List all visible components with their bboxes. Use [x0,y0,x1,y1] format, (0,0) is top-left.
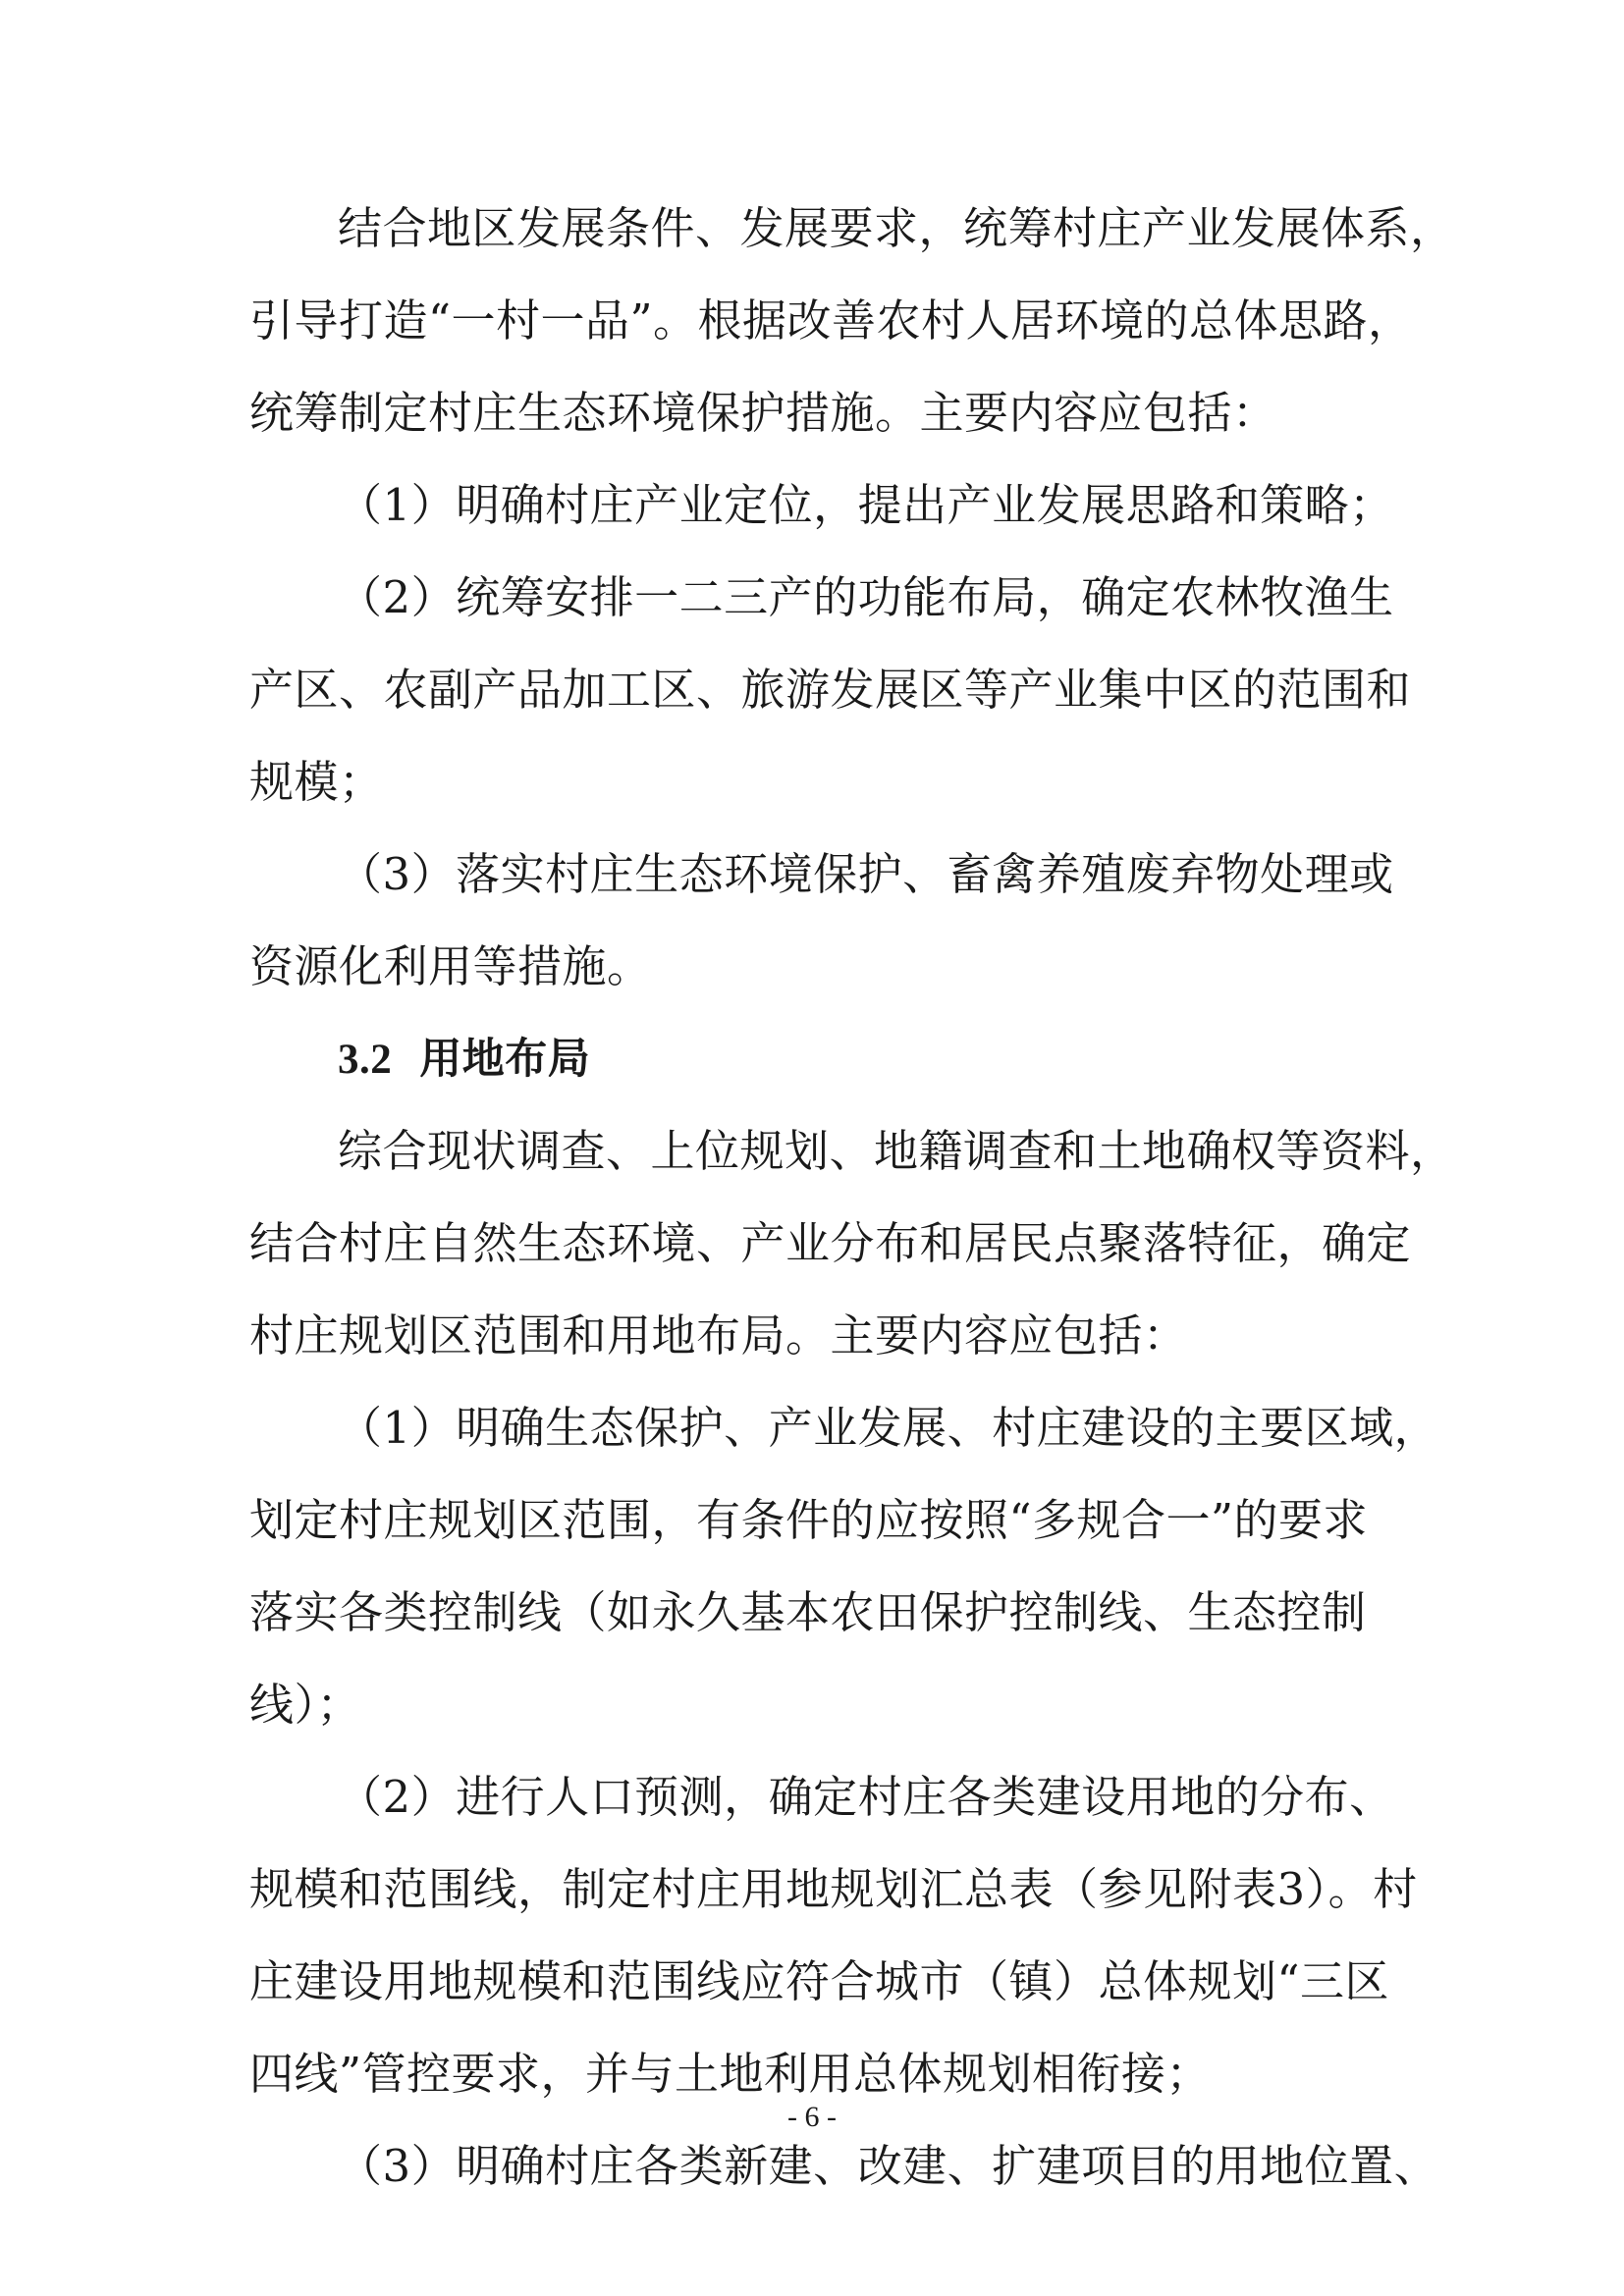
paragraph-line: （3）落实村庄生态环境保护、畜禽养殖废弃物处理或 [338,848,1394,900]
paragraph-line: 统筹制定村庄生态环境保护措施。主要内容应包括： [249,387,1277,439]
paragraph-line: 引导打造“一村一品”。根据改善农村人居环境的总体思路， [249,294,1413,347]
section-heading [338,1030,590,1090]
paragraph-line: 四线”管控要求，并与土地利用总体规划相衔接； [249,2048,1212,2100]
paragraph-line: 规模； [249,756,384,808]
paragraph-line: （2）进行人口预测，确定村庄各类建设用地的分布、 [338,1771,1394,1823]
page-number: - 6 - [787,2101,837,2133]
section-title: 用地布局 [419,1035,591,1084]
paragraph-line: 规模和范围线，制定村庄用地规划汇总表（参见附表3）。村 [249,1863,1418,1915]
paragraph-line: （3）明确村庄各类新建、改建、扩建项目的用地位置、 [338,2140,1439,2192]
paragraph-line: 结合地区发展条件、发展要求，统筹村庄产业发展体系， [338,202,1455,254]
paragraph-line: 结合村庄自然生态环境、产业分布和居民点聚落特征，确定 [249,1217,1412,1269]
paragraph-line: 落实各类控制线（如永久基本农田保护控制线、生态控制 [249,1586,1367,1638]
paragraph-line: 划定村庄规划区范围，有条件的应按照“多规合一”的要求 [249,1494,1369,1546]
paragraph-line: 综合现状调查、上位规划、地籍调查和土地确权等资料， [338,1125,1455,1177]
paragraph-line: 村庄规划区范围和用地布局。主要内容应包括： [249,1309,1188,1362]
paragraph-line: 庄建设用地规模和范围线应符合城市（镇）总体规划“三区 [249,1955,1390,2007]
paragraph-line: （2）统筹安排一二三产的功能布局，确定农林牧渔生 [338,571,1394,623]
paragraph-line: （1）明确生态保护、产业发展、村庄建设的主要区域， [338,1402,1439,1454]
paragraph-line: 资源化利用等措施。 [249,940,652,992]
paragraph-line: （1）明确村庄产业定位，提出产业发展思路和策略； [338,479,1394,531]
paragraph-line: 线）； [249,1679,362,1731]
section-number: 3.2 [338,1037,393,1083]
paragraph-line: 产区、农副产品加工区、旅游发展区等产业集中区的范围和 [249,664,1412,716]
